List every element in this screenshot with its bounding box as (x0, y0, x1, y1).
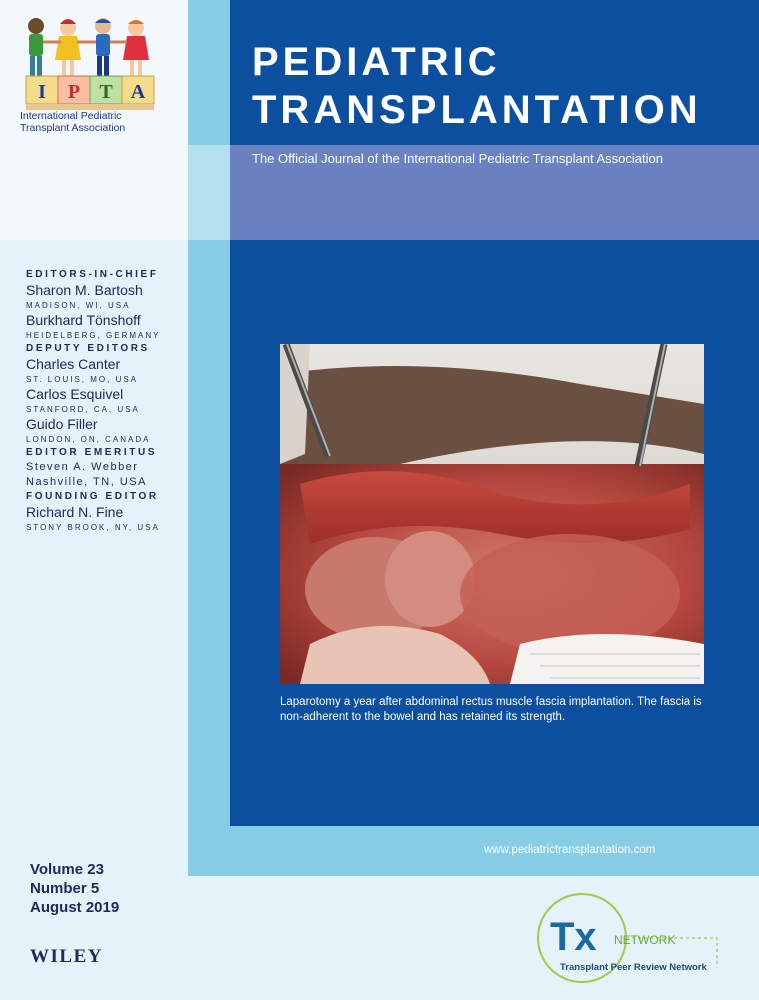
journal-website[interactable]: www.pediatrictransplantation.com (484, 844, 656, 856)
children-figures-icon (28, 18, 149, 76)
tx-network-word: NETWORK (614, 933, 676, 947)
logo-letter-t: T (99, 81, 113, 103)
tx-network-logo (532, 888, 727, 988)
journal-title-line2: TRANSPLANTATION (252, 88, 702, 132)
tx-tagline: Transplant Peer Review Network (560, 962, 707, 973)
issue-info (30, 860, 119, 917)
light-blue-strip (188, 0, 230, 876)
editor-name: Carlos Esquivel (26, 386, 124, 402)
founding-editor-name: Richard N. Fine (26, 504, 124, 520)
cover-photograph (280, 344, 704, 684)
logo-letter-a: A (130, 81, 146, 103)
tx-mark: Tx (550, 915, 597, 959)
light-blue-bottom-band (188, 826, 759, 876)
journal-title-line1: PEDIATRIC (252, 40, 501, 84)
emeritus-location: Nashville, TN, USA (26, 476, 147, 488)
editor-name: Burkhard Tönshoff (26, 312, 141, 328)
subtitle-band-left (188, 145, 230, 240)
founding-editor-heading: FOUNDING EDITOR (26, 491, 159, 502)
editor-name: Guido Filler (26, 416, 98, 432)
logo-caption-line2: Transplant Association (20, 122, 126, 134)
cover-image-caption: Laparotomy a year after abdominal rectus muscle fascia implantation. The fascia is non-adherent to the bowel and has retained its strength. (280, 696, 702, 723)
editor-list (26, 268, 191, 534)
journal-title (252, 38, 702, 134)
editor-location: MADISON, WI, USA (26, 301, 131, 310)
issue-number: Number 5 (30, 880, 100, 897)
editor-location: HEIDELBERG, GERMANY (26, 331, 161, 340)
issue-date: August 2019 (30, 899, 120, 916)
deputy-editors-heading: DEPUTY EDITORS (26, 343, 150, 354)
editor-name: Charles Canter (26, 356, 121, 372)
logo-caption-line1: International Pediatric (20, 110, 122, 122)
journal-subtitle: The Official Journal of the International Pediatric Transplant Association (252, 151, 663, 166)
logo-caption (20, 110, 175, 134)
publisher-logo: WILEY (30, 946, 103, 967)
editor-emeritus-heading: EDITOR EMERITUS (26, 447, 158, 458)
editor-location: STANFORD, CA, USA (26, 405, 140, 414)
editors-in-chief-heading: EDITORS-IN-CHIEF (26, 269, 159, 280)
editor-name: Sharon M. Bartosh (26, 282, 143, 298)
founding-editor-location: STONY BROOK, NY, USA (26, 523, 160, 532)
logo-letter-p: P (67, 81, 81, 103)
logo-letter-i: I (38, 81, 46, 103)
editor-location: LONDON, ON, CANADA (26, 435, 151, 444)
emeritus-name: Steven A. Webber (26, 461, 139, 473)
editor-location: ST. LOUIS, MO, USA (26, 375, 139, 384)
issue-volume: Volume 23 (30, 861, 104, 878)
